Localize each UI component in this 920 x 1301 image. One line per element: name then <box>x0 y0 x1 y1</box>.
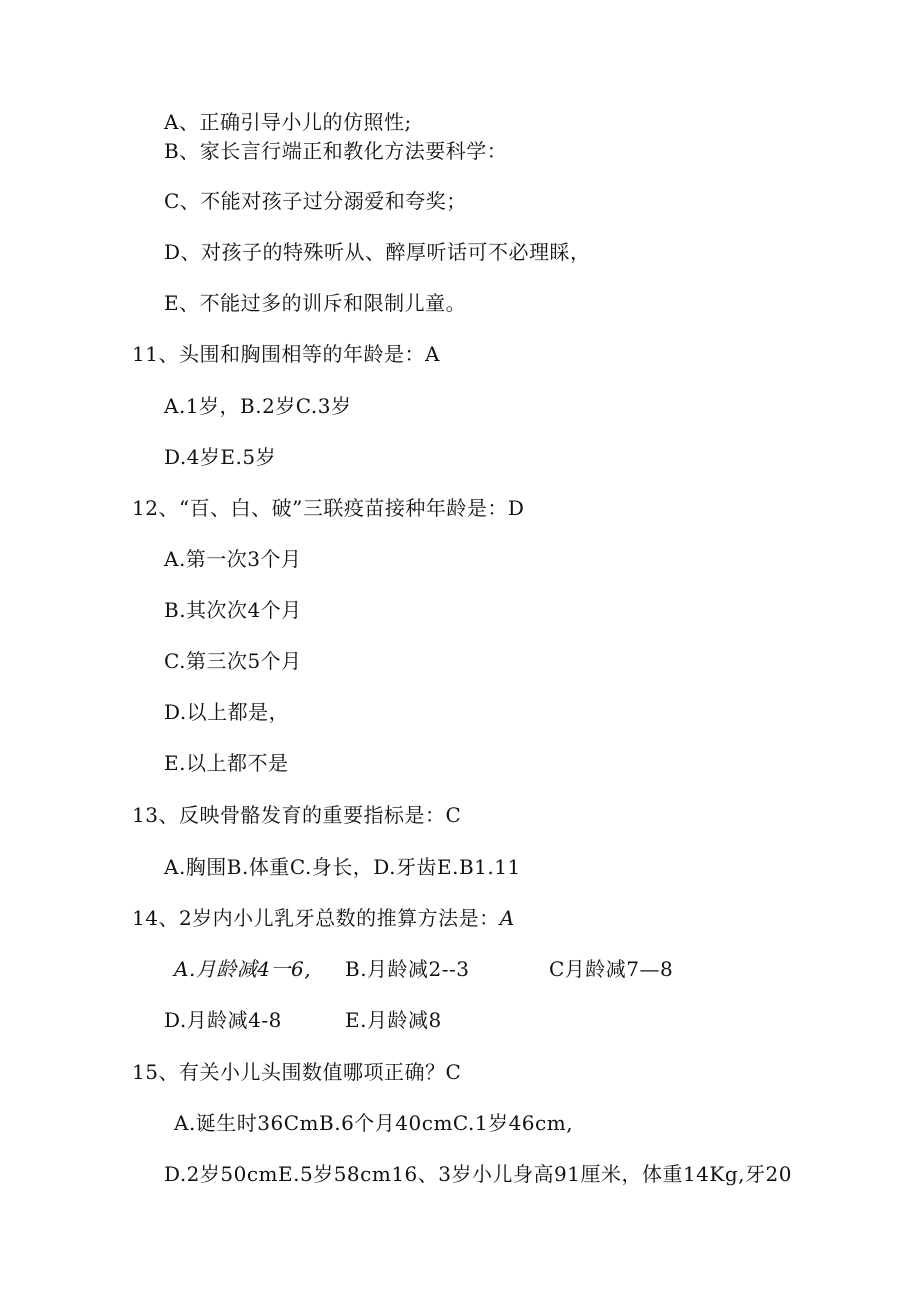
option-line: A.1岁，B.2岁C.3岁 <box>164 394 352 418</box>
option-line: B、家长言行端正和教化方法要科学： <box>164 139 508 163</box>
question-12: 12、“百、白、破”三联疫苗接种年龄是：D <box>132 496 525 520</box>
option-line: E、不能过多的训斥和限制儿童。 <box>164 291 467 315</box>
question-13: 13、反映骨骼发育的重要指标是：C <box>132 803 462 827</box>
option-a: A.月龄减4一6, <box>174 957 312 981</box>
option-line: B.其次次4个月 <box>164 598 302 622</box>
question-14-text: 14、2岁内小儿乳牙总数的推算方法是： <box>132 906 500 930</box>
option-e: E.月龄减8 <box>345 1008 442 1032</box>
question-11: 11、头围和胸围相等的年龄是：A <box>132 342 440 366</box>
option-d: D.月龄减4-8 <box>164 1008 282 1032</box>
option-line: A.诞生时36CmB.6个月40cmC.1岁46cm, <box>174 1111 574 1135</box>
question-15: 15、有关小儿头围数值哪项正确？C <box>132 1060 462 1084</box>
question-14 <box>132 906 515 930</box>
option-b: B.月龄减2--3 <box>345 957 470 981</box>
option-line: E.以上都不是 <box>164 751 289 775</box>
option-line: D、对孩子的特殊听从、醉厚听话可不必理睬， <box>164 240 591 264</box>
option-c: C月龄减7—8 <box>549 957 674 981</box>
question-14-options-row-2 <box>0 1008 920 1032</box>
option-line: D.以上都是， <box>164 700 290 724</box>
option-line: D.4岁E.5岁 <box>164 445 277 469</box>
option-line: A、正确引导小儿的仿照性; <box>164 110 412 134</box>
option-line: C、不能对孩子过分溺爱和夸奖； <box>164 189 467 213</box>
option-line: A.胸围B.体重C.身长，D.牙齿E.B1.11 <box>164 855 521 879</box>
option-line: C.第三次5个月 <box>164 649 302 673</box>
question-14-answer: A <box>499 906 515 930</box>
option-line: A.第一次3个月 <box>164 547 302 571</box>
option-line: D.2岁50cmE.5岁58cm16、3岁小儿身高91厘米，体重14Kg,牙20 <box>164 1162 792 1186</box>
question-14-options-row-1 <box>0 957 920 981</box>
